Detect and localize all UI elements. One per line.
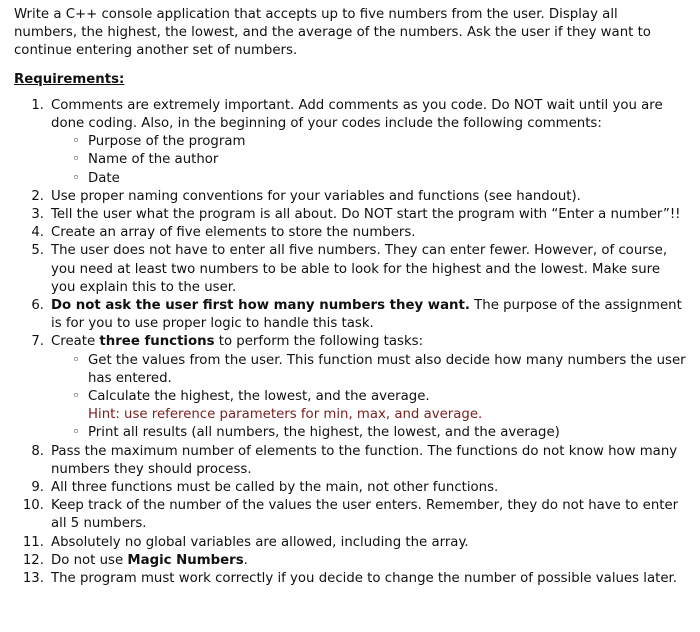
sub-item-text: Date <box>88 170 120 186</box>
item-text: Pass the maximum number of elements to the function. The functions do not know how many numbers they should process. <box>51 443 678 477</box>
item-text: Tell the user what the program is all about. Do NOT start the program with “Enter a number”!! <box>51 207 681 223</box>
requirement-item-5 <box>14 242 688 297</box>
requirement-item-10 <box>14 497 688 533</box>
requirement-item-3 <box>14 206 688 224</box>
requirement-item-4 <box>14 224 688 242</box>
requirement-item-11 <box>14 534 688 552</box>
requirements-heading: Requirements: <box>14 71 125 87</box>
bullet-icon: ◦ <box>72 134 80 150</box>
item-text: All three functions must be called by the main, not other functions. <box>51 480 499 496</box>
item-number: 3. <box>31 207 44 223</box>
sub-item <box>51 170 688 188</box>
sub-item-text: Print all results (all numbers, the highest, the lowest, and the average) <box>88 425 560 441</box>
requirements-list <box>14 97 688 588</box>
item-text-pre: Create <box>51 334 100 350</box>
requirement-item-12 <box>14 552 688 570</box>
sub-item <box>51 424 688 442</box>
sub-list <box>51 352 688 443</box>
requirement-item-7 <box>14 333 688 442</box>
sub-item-text: Get the values from the user. This function must also decide how many numbers the user has entered. <box>88 352 686 386</box>
item-bold-text: Do not ask the user first how many numbers they want. <box>51 298 470 314</box>
item-text: Comments are extremely important. Add comments as you code. Do NOT wait until you are done coding. Also, in the beginning of your codes include the following comments: <box>51 97 663 132</box>
requirement-item-9 <box>14 479 688 497</box>
item-text: Keep track of the number of the values the user enters. Remember, they do not have to enter all 5 numbers. <box>51 498 679 532</box>
sub-item <box>51 352 688 388</box>
sub-item-text: Calculate the highest, the lowest, and the average. <box>88 389 430 405</box>
intro-paragraph: Write a C++ console application that accepts up to five numbers from the user. Display all numbers, the highest, the lowest, and the average of the numbers. Ask the user if they want to continue entering another set of numbers. <box>14 7 651 59</box>
sub-list <box>51 133 688 188</box>
item-number: 11. <box>22 534 44 550</box>
sub-item-text: Purpose of the program <box>88 134 246 150</box>
item-text: to perform the following tasks: <box>214 334 424 350</box>
item-text: . <box>243 552 248 568</box>
sub-item-text: Name of the author <box>88 152 219 168</box>
bullet-icon: ◦ <box>72 389 80 405</box>
sub-item <box>51 388 688 424</box>
item-number: 1. <box>31 97 44 113</box>
item-number: 4. <box>31 225 44 241</box>
item-number: 5. <box>31 243 44 259</box>
sub-item <box>51 133 688 151</box>
hint-text: Hint: use reference parameters for min, max, and average. <box>88 407 483 423</box>
bullet-icon: ◦ <box>72 352 80 368</box>
requirement-item-2 <box>14 188 688 206</box>
item-number: 6. <box>31 298 44 314</box>
item-number: 8. <box>31 443 44 459</box>
item-bold-text: Magic Numbers <box>127 552 244 568</box>
sub-item <box>51 151 688 169</box>
bullet-icon: ◦ <box>72 425 80 441</box>
item-text: The user does not have to enter all five numbers. They can enter fewer. However, of course, you need at least two numbers to be able to look for the highest and the lowest. Make sure you explain this to the user. <box>51 243 668 295</box>
item-bold-text: three functions <box>99 334 215 350</box>
requirement-item-8 <box>14 443 688 479</box>
item-text: Create an array of five elements to store the numbers. <box>51 225 416 241</box>
bullet-icon: ◦ <box>72 170 80 186</box>
item-text: The purpose of the assignment is for you to use proper logic to handle this task. <box>51 298 682 332</box>
requirement-item-1 <box>14 97 688 188</box>
item-number: 9. <box>31 480 44 496</box>
item-number: 10. <box>22 498 44 514</box>
item-number: 2. <box>31 188 44 204</box>
item-text-pre: Do not use <box>51 552 128 568</box>
requirement-item-6 <box>14 297 688 333</box>
item-text: Absolutely no global variables are allowed, including the array. <box>51 534 469 550</box>
bullet-icon: ◦ <box>72 152 80 168</box>
item-number: 13. <box>22 571 44 587</box>
item-number: 7. <box>31 334 44 350</box>
requirement-item-13 <box>14 570 688 588</box>
item-text: Use proper naming conventions for your variables and functions (see handout). <box>51 188 581 204</box>
item-number: 12. <box>22 552 44 568</box>
item-text: The program must work correctly if you decide to change the number of possible values later. <box>51 571 677 587</box>
